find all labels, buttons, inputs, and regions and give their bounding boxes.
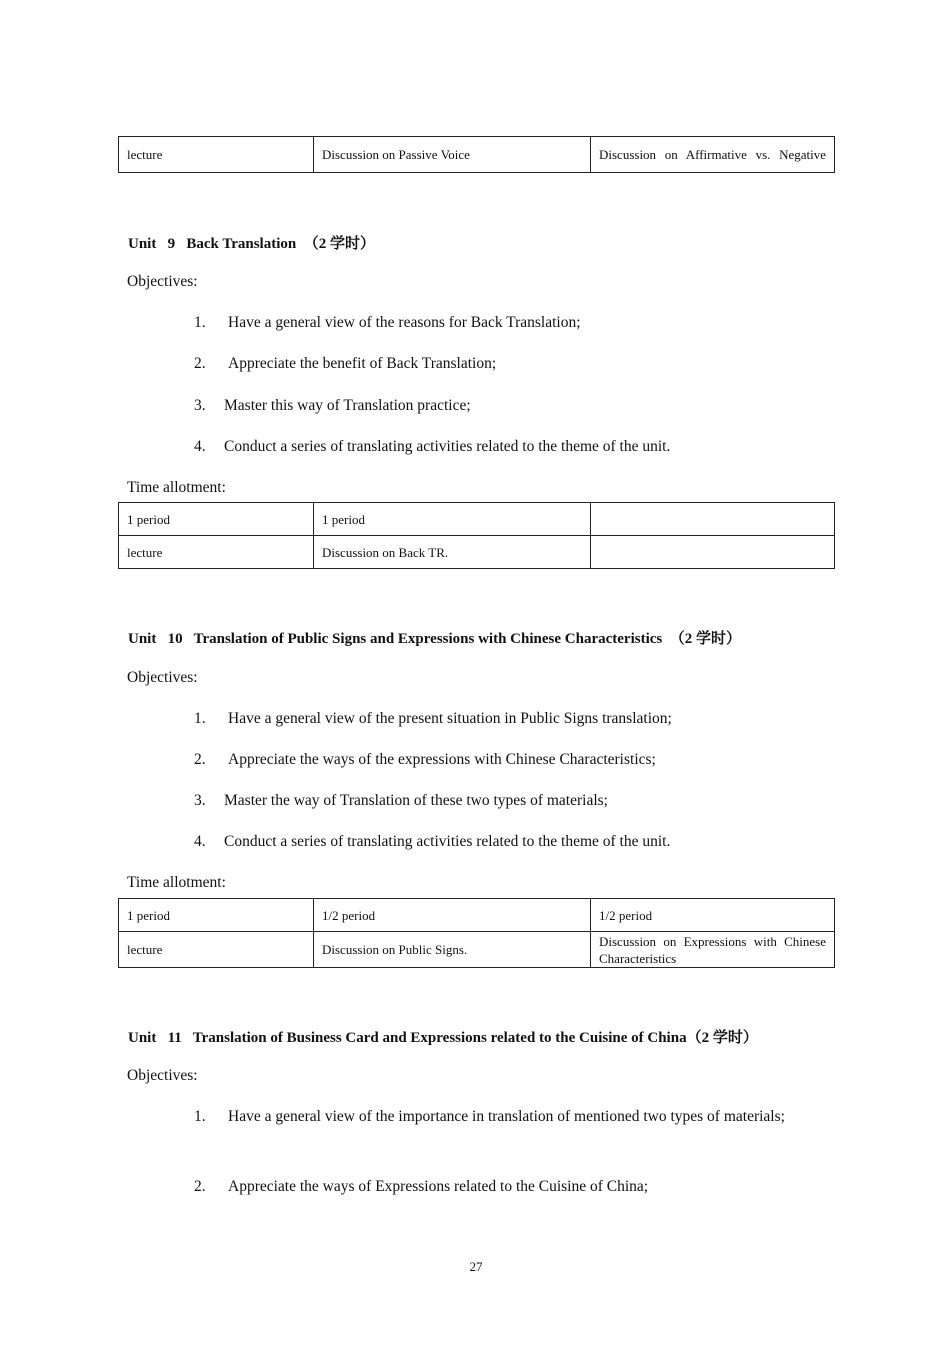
table-cell: lecture <box>119 137 314 173</box>
objectives-label: Objectives: <box>127 1067 198 1084</box>
objective-text: Have a general view of the reasons for Back Translation; <box>228 314 581 331</box>
table-row <box>119 899 835 932</box>
objective-number: 1. <box>194 1108 206 1125</box>
unit-10-time-table <box>118 898 835 968</box>
table-cell: Discussion on Expressions with Chinese Characteristics <box>591 932 835 968</box>
objectives-label: Objectives: <box>127 669 198 686</box>
table-cell: lecture <box>119 536 314 569</box>
objective-text: Appreciate the benefit of Back Translation; <box>228 355 497 372</box>
table-cell: 1 period <box>119 899 314 932</box>
unit-10-heading: Unit 10 Translation of Public Signs and Expressions with Chinese Characteristics （2 学时） <box>128 631 741 647</box>
objective-text: Master this way of Translation practice; <box>224 397 471 414</box>
table-cell: 1/2 period <box>314 899 591 932</box>
table-cell: Discussion on Passive Voice <box>314 137 591 173</box>
objectives-label: Objectives: <box>127 273 198 290</box>
table-cell <box>591 503 835 536</box>
unit-11-heading: Unit 11 Translation of Business Card and Expressions related to the Cuisine of China（2 学时） <box>128 1030 758 1046</box>
time-allotment-label: Time allotment: <box>127 874 226 891</box>
objective-number: 3. <box>194 397 206 414</box>
objective-number: 4. <box>194 438 206 455</box>
table-cell <box>591 536 835 569</box>
table-row <box>119 137 835 173</box>
objective-text: Have a general view of the importance in translation of mentioned two types of materials; <box>228 1108 785 1125</box>
objective-number: 2. <box>194 751 206 768</box>
table-cell: Discussion on Back TR. <box>314 536 591 569</box>
page-number: 27 <box>469 1259 483 1274</box>
table-row <box>119 536 835 569</box>
objective-number: 2. <box>194 355 206 372</box>
objective-text: Appreciate the ways of the expressions with Chinese Characteristics; <box>228 751 656 768</box>
top-table <box>118 136 835 173</box>
time-allotment-label: Time allotment: <box>127 479 226 496</box>
table-cell: lecture <box>119 932 314 968</box>
objective-number: 2. <box>194 1178 206 1195</box>
objective-text: Have a general view of the present situation in Public Signs translation; <box>228 710 672 727</box>
objective-number: 1. <box>194 314 206 331</box>
table-cell: 1 period <box>314 503 591 536</box>
objective-text: Master the way of Translation of these two types of materials; <box>224 792 608 809</box>
objective-number: 1. <box>194 710 206 727</box>
table-cell: 1 period <box>119 503 314 536</box>
objective-number: 3. <box>194 792 206 809</box>
objective-number: 4. <box>194 833 206 850</box>
table-cell: 1/2 period <box>591 899 835 932</box>
table-cell: Discussion on Affirmative vs. Negative <box>591 137 835 173</box>
objective-text: Conduct a series of translating activities related to the theme of the unit. <box>224 833 671 850</box>
objective-text: Appreciate the ways of Expressions related to the Cuisine of China; <box>228 1178 649 1195</box>
unit-9-time-table <box>118 502 835 569</box>
table-cell: Discussion on Public Signs. <box>314 932 591 968</box>
table-row <box>119 503 835 536</box>
objective-text: Conduct a series of translating activities related to the theme of the unit. <box>224 438 671 455</box>
unit-9-heading: Unit 9 Back Translation （2 学时） <box>128 236 375 252</box>
table-row <box>119 932 835 968</box>
